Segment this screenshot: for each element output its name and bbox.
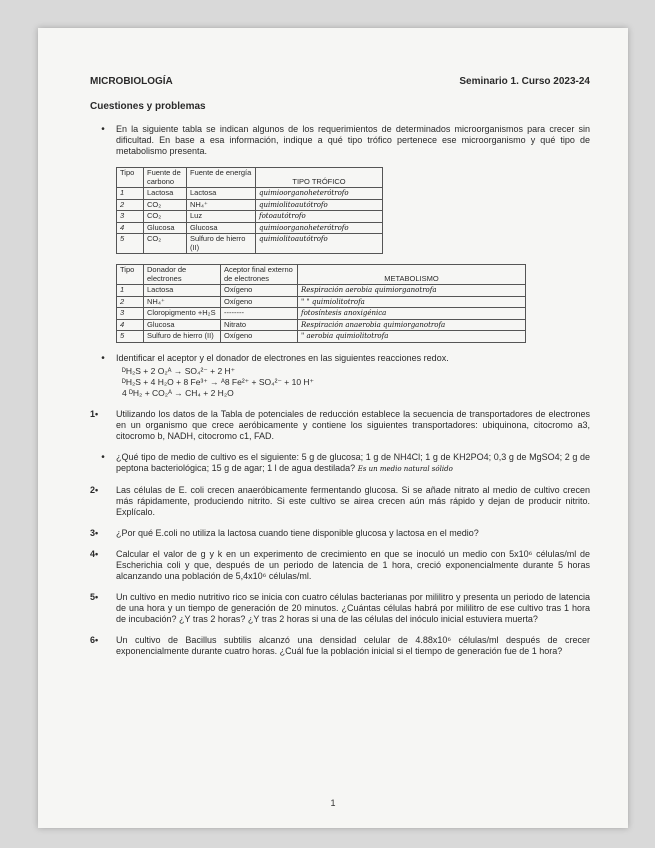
- cell-carbono: CO₂: [144, 199, 187, 211]
- table-row: [117, 199, 383, 211]
- question-item: [90, 528, 590, 539]
- cell-aceptor: --------: [221, 308, 298, 320]
- cell-metabolismo-handwritten: Respiración aerobia quimiorganotrofa: [298, 285, 526, 297]
- cell-tipo: 1: [117, 285, 144, 297]
- cell-metabolismo-handwritten: " aerobia quimiolitotrofa: [298, 331, 526, 343]
- cell-aceptor: Nitrato: [221, 319, 298, 331]
- cell-aceptor: Oxígeno: [221, 331, 298, 343]
- trophic-table-header: [117, 168, 383, 188]
- redox-text: Identificar el aceptor y el donador de electrones en las siguientes reacciones redox.: [116, 352, 449, 363]
- cell-tipo: 3: [117, 211, 144, 223]
- cell-donador: Cloropigmento +H₂S: [144, 308, 221, 320]
- header-carbono: Fuente de carbono: [144, 168, 187, 188]
- cell-tipo: 1: [117, 188, 144, 200]
- cell-aceptor: Oxígeno: [221, 285, 298, 297]
- header-tipo: Tipo: [117, 168, 144, 188]
- cell-tipo: 5: [117, 331, 144, 343]
- question-marker: •: [101, 451, 105, 463]
- cell-trofico-handwritten: quimioorganoheterótrofo: [256, 188, 383, 200]
- redox-item: [90, 353, 590, 364]
- cell-carbono: CO₂: [144, 211, 187, 223]
- cell-trofico-handwritten: quimioorganoheterótrofo: [256, 222, 383, 234]
- question-text: ¿Por qué E.coli no utiliza la lactosa cuando tiene disponible glucosa y lactosa en el medio?: [116, 527, 479, 538]
- cell-trofico-handwritten: fotoautótrofo: [256, 211, 383, 223]
- question-text: Utilizando los datos de la Tabla de potenciales de reducción establece la secuencia de transportadores de electrones en un organismo que crece aeróbicamente y contiene los siguientes transportadores: ubiquinona, citocromo a3, citocromo b, NADH, citocromo c1, FAD.: [116, 408, 590, 441]
- table-row: [117, 211, 383, 223]
- question-text: Las células de E. coli crecen anaeróbicamente fermentando glucosa. Si se añade nitrato al medio de cultivo crecen más rápidamente, produciendo nitrito. Si este cultivo se airea crecen aún más rápido y dejan de producir nitrito. Explícalo.: [116, 484, 590, 517]
- reaction-line: ᴰH₂S + 2 O₂ᴬ → SO₄²⁻ + 2 H⁺: [122, 365, 236, 376]
- cell-carbono: Glucosa: [144, 222, 187, 234]
- header-tipo: Tipo: [117, 265, 144, 285]
- intro-item: [90, 124, 590, 157]
- question-item: [90, 409, 590, 442]
- metabolism-table-wrapper: [116, 264, 590, 343]
- cell-carbono: Lactosa: [144, 188, 187, 200]
- seminar-title: Seminario 1. Curso 2023-24: [459, 76, 590, 87]
- question-marker: 3•: [90, 527, 99, 538]
- question-item: [90, 549, 590, 582]
- question-text: ¿Qué tipo de medio de cultivo es el siguiente: 5 g de glucosa; 1 g de NH4Cl; 1 g de KH2PO4; 0,3 g de MgSO4; 2 g de peptona bacteriológica; 15 g de agar; 1 l de agua destilada?: [116, 451, 590, 473]
- table-row: [117, 319, 526, 331]
- header-aceptor: Aceptor final externo de electrones: [221, 265, 298, 285]
- header-metabolismo: METABOLISMO: [298, 265, 526, 285]
- cell-metabolismo-handwritten: " " quimiolitotrofa: [298, 296, 526, 308]
- question-text: Un cultivo de Bacillus subtilis alcanzó una densidad celular de 4.88x10⁶ células/ml después de crecer exponencialmente durante cuatro horas. ¿Cuál fue la población inicial si el tiempo de generación fue de 1 hora?: [116, 634, 590, 656]
- bullet: •: [101, 352, 105, 364]
- bullet: •: [101, 124, 105, 135]
- page-header: [90, 76, 590, 87]
- question-marker: 2•: [90, 484, 99, 495]
- table-row: [117, 285, 526, 297]
- question-marker: 6•: [90, 634, 99, 645]
- document-page: [38, 28, 628, 828]
- cell-metabolismo-handwritten: Respiración anaerobia quimiorganotrofa: [298, 319, 526, 331]
- cell-tipo: 2: [117, 199, 144, 211]
- table-row: [117, 222, 383, 234]
- section-title: Cuestiones y problemas: [90, 101, 206, 112]
- table-row: [117, 296, 526, 308]
- table-row: [117, 331, 526, 343]
- reaction-line: ᴰH₂S + 4 H₂O + 8 Fe³⁺ → ᴬ8 Fe²⁺ + SO₄²⁻ + 10 H⁺: [122, 376, 315, 387]
- cell-donador: Lactosa: [144, 285, 221, 297]
- table-row: [117, 308, 526, 320]
- metabolism-table-header: [117, 265, 526, 285]
- handwritten-note: Es un medio natural sólido: [357, 464, 453, 473]
- cell-tipo: 4: [117, 222, 144, 234]
- course-title: MICROBIOLOGÍA: [90, 76, 173, 87]
- cell-donador: NH₄⁺: [144, 296, 221, 308]
- question-item: [90, 452, 590, 475]
- question-marker: 5•: [90, 591, 99, 602]
- question-text: Calcular el valor de g y k en un experimento de crecimiento en que se inoculó un medio con 5x10⁶ células/ml de Escherichia coli y que, después de un periodo de latencia de 1 hora, creció exponencialmente durante 5 horas alcanzando una población de 5,4x10⁶ células/ml.: [116, 548, 590, 581]
- table-row: [117, 188, 383, 200]
- header-donador: Donador de electrones: [144, 265, 221, 285]
- question-item: [90, 592, 590, 625]
- cell-trofico-handwritten: quimiolitoautótrofo: [256, 199, 383, 211]
- question-item: [90, 635, 590, 657]
- cell-energia: Sulfuro de hierro (II): [187, 234, 256, 254]
- table-row: [117, 234, 383, 254]
- cell-tipo: 3: [117, 308, 144, 320]
- cell-tipo: 2: [117, 296, 144, 308]
- cell-energia: Glucosa: [187, 222, 256, 234]
- cell-energia: Lactosa: [187, 188, 256, 200]
- page-number: 1: [330, 798, 336, 808]
- cell-energia: NH₄⁺: [187, 199, 256, 211]
- cell-trofico-handwritten: quimiolitoautótrofo: [256, 234, 383, 254]
- cell-tipo: 5: [117, 234, 144, 254]
- cell-tipo: 4: [117, 319, 144, 331]
- question-marker: 1•: [90, 408, 99, 419]
- cell-donador: Sulfuro de hierro (II): [144, 331, 221, 343]
- question-text: Un cultivo en medio nutritivo rico se inicia con cuatro células bacterianas por mililitro y presenta un periodo de latencia de una hora y un tiempo de generación de 20 minutos. ¿Cuántas células habrá por mililitro de ese cultivo tras 1 hora de incubación? ¿Y tras 2 horas? ¿Y tras 2 horas si una de las células del inóculo inicial estuviera muerta?: [116, 591, 590, 624]
- header-trofico: TIPO TRÓFICO: [256, 168, 383, 188]
- page-content: [90, 76, 590, 667]
- cell-metabolismo-handwritten: fotosíntesis anoxigénica: [298, 308, 526, 320]
- trophic-table-wrapper: [116, 167, 590, 254]
- redox-reactions: [116, 366, 590, 399]
- question-body: [116, 452, 590, 475]
- intro-text: En la siguiente tabla se indican algunos de los requerimientos de determinados microorganismos para crecer sin dificultad. En base a esa información, indique a qué tipo trófico pertenece ese microorganismo y qué tipo de metabolismo presenta.: [116, 124, 590, 156]
- cell-aceptor: Oxígeno: [221, 296, 298, 308]
- cell-energia: Luz: [187, 211, 256, 223]
- metabolism-table: [116, 264, 526, 343]
- question-marker: 4•: [90, 548, 99, 559]
- trophic-table: [116, 167, 383, 254]
- reaction-line: 4 ᴰH₂ + CO₂ᴬ → CH₄ + 2 H₂O: [122, 387, 234, 398]
- question-item: [90, 485, 590, 518]
- cell-donador: Glucosa: [144, 319, 221, 331]
- cell-carbono: CO₂: [144, 234, 187, 254]
- header-energia: Fuente de energía: [187, 168, 256, 188]
